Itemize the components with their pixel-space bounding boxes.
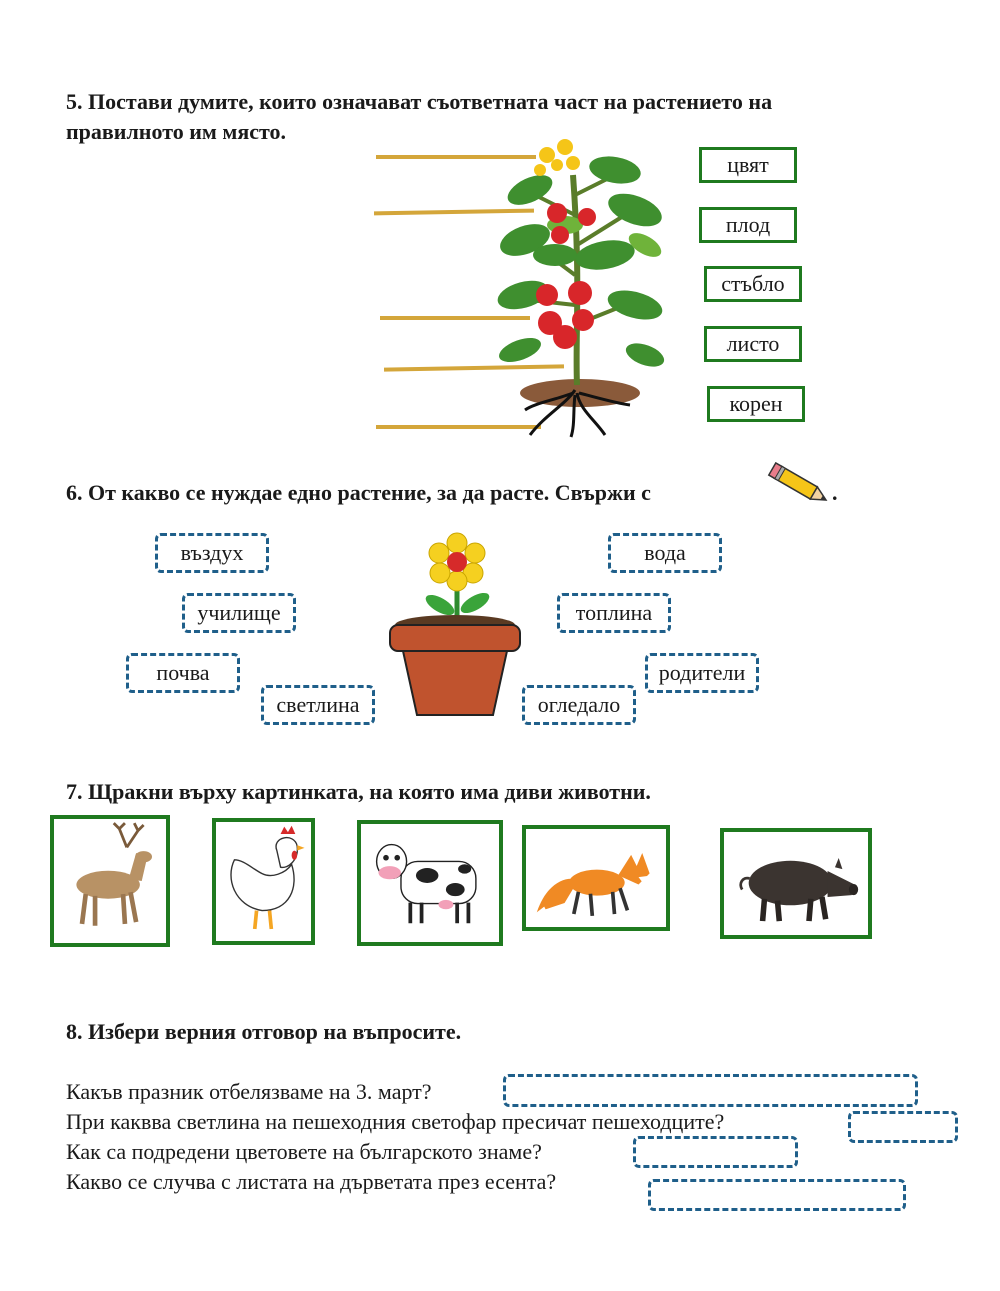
word-water[interactable]: вода	[608, 533, 722, 573]
word-light[interactable]: светлина	[261, 685, 375, 725]
fox-icon	[526, 829, 666, 927]
word-mirror[interactable]: огледало	[522, 685, 636, 725]
task6-heading-text: 6. От какво се нуждае едно растение, за да расте. Свържи с	[66, 480, 651, 505]
pencil-icon	[766, 462, 834, 508]
word-warmth[interactable]: топлина	[557, 593, 671, 633]
task6-heading	[66, 478, 651, 508]
rooster-picture[interactable]	[212, 818, 315, 945]
flower-pot-illustration	[385, 525, 525, 720]
deer-picture[interactable]	[50, 815, 170, 947]
word-air[interactable]: въздух	[155, 533, 269, 573]
deer-icon	[54, 819, 166, 943]
word-school[interactable]: училище	[182, 593, 296, 633]
answer-dropdown-4[interactable]	[648, 1179, 906, 1211]
label-root[interactable]: корен	[707, 386, 805, 422]
cow-picture[interactable]	[357, 820, 503, 946]
tomato-plant-illustration	[495, 135, 685, 440]
question-3: Как са подредени цветовете на българското знаме?	[66, 1139, 542, 1164]
fox-picture[interactable]	[522, 825, 670, 931]
label-stem[interactable]: стъбло	[704, 266, 802, 302]
label-flower[interactable]: цвят	[699, 147, 797, 183]
label-fruit[interactable]: плод	[699, 207, 797, 243]
answer-dropdown-2[interactable]	[848, 1111, 958, 1143]
task7-heading: 7. Щракни върху картинката, на която има диви животни.	[66, 779, 651, 804]
answer-dropdown-1[interactable]	[503, 1074, 918, 1107]
boar-picture[interactable]	[720, 828, 872, 939]
task5-heading-line1: 5. Постави думите, които означават съответната част на растението на	[66, 89, 773, 114]
question-4: Какво се случва с листата на дърветата през есента?	[66, 1169, 557, 1194]
rooster-icon	[216, 822, 311, 941]
task8-heading: 8. Избери верния отговор на въпросите.	[66, 1019, 462, 1044]
boar-icon	[724, 832, 868, 935]
cow-icon	[361, 824, 499, 942]
question-2: При каквва светлина на пешеходния светофар пресичат пешеходците?	[66, 1109, 725, 1134]
question-1: Какъв празник отбелязваме на 3. март?	[66, 1079, 432, 1104]
label-leaf[interactable]: листо	[704, 326, 802, 362]
word-soil[interactable]: почва	[126, 653, 240, 693]
task5-heading-line2: правилното им място.	[66, 119, 287, 144]
answer-dropdown-3[interactable]	[633, 1136, 798, 1168]
task6-heading-period: .	[832, 480, 838, 505]
word-parents[interactable]: родители	[645, 653, 759, 693]
